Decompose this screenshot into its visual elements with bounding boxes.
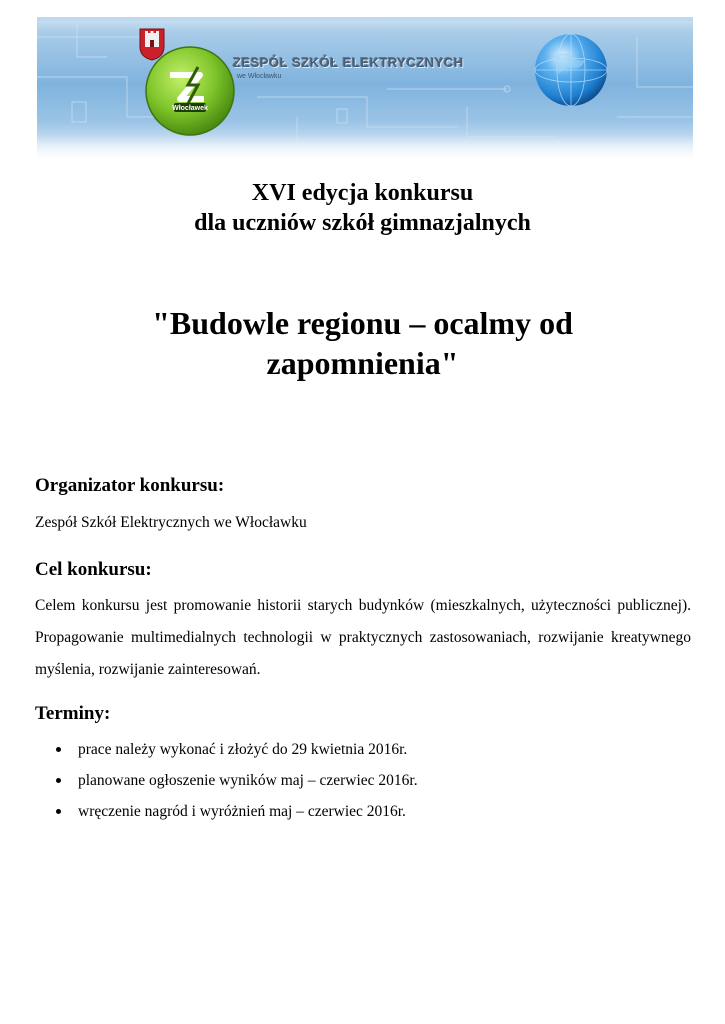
organizer-heading: Organizator konkursu: — [35, 475, 225, 496]
deadlines-list — [35, 734, 691, 827]
edition-line-2: dla uczniów szkół gimnazjalnych — [194, 210, 531, 236]
zse-logo-icon — [144, 45, 236, 137]
bullet-icon — [56, 809, 61, 814]
goal-section — [35, 558, 691, 582]
bullet-icon — [56, 747, 61, 752]
logo-city-label: Włocławek — [172, 105, 208, 112]
contest-title-line-2: zapomnienia" — [266, 345, 459, 381]
list-item — [35, 734, 691, 765]
goal-text: Celem konkursu jest promowanie historii starych budynków (mieszkalnych, użyteczności publicznej). Propagowanie multimedialnych technologii w praktycznych zastosowaniach, rozwijanie kreatywnego myślenia, rozwijanie zainteresowań. — [35, 597, 691, 678]
goal-body — [35, 590, 691, 686]
contest-title — [0, 303, 725, 383]
goal-heading: Cel konkursu: — [35, 559, 152, 580]
deadline-text: wręczenie nagród i wyróżnień maj – czerwiec 2016r. — [78, 803, 406, 820]
contest-title-line-1: "Budowle regionu – ocalmy od — [152, 305, 573, 341]
globe-icon — [531, 30, 611, 110]
edition-line-1: XVI edycja konkursu — [251, 180, 474, 206]
deadlines-section — [35, 702, 691, 726]
school-name-banner: ZESPÓŁ SZKÓŁ ELEKTRYCZNYCH — [233, 55, 464, 70]
deadlines-heading: Terminy: — [35, 703, 111, 724]
list-item — [35, 765, 691, 796]
organizer-body — [35, 507, 691, 539]
list-item — [35, 796, 691, 827]
banner-fade — [37, 135, 693, 167]
edition-title — [0, 178, 725, 238]
deadline-text: prace należy wykonać i złożyć do 29 kwietnia 2016r. — [78, 741, 408, 758]
bullet-icon — [56, 778, 61, 783]
deadline-text: planowane ogłoszenie wyników maj – czerwiec 2016r. — [78, 772, 418, 789]
organizer-section — [35, 474, 691, 498]
school-sub-banner: we Włocławku — [237, 73, 282, 80]
organizer-text: Zespół Szkół Elektrycznych we Włocławku — [35, 514, 307, 531]
header-banner — [37, 17, 693, 167]
deadlines-list-wrap — [35, 734, 691, 827]
